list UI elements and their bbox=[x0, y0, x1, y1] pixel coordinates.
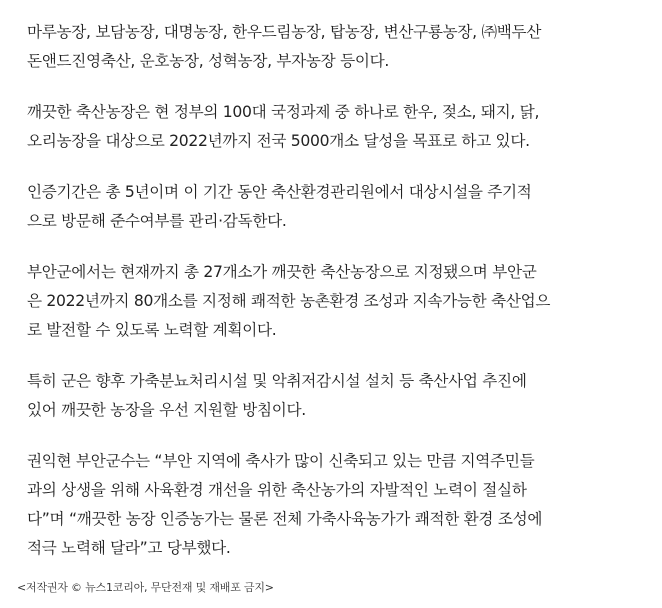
article-paragraph bbox=[27, 18, 642, 76]
paragraph-line: 권익현 부안군수는 “부안 지역에 축사가 많이 신축되고 있는 만큼 지역주민들 bbox=[27, 452, 535, 470]
paragraph-line: 특히 군은 향후 가축분뇨처리시설 및 악취저감시설 설치 등 축산사업 추진에 bbox=[27, 372, 527, 390]
paragraph-line: 인증기간은 총 5년이며 이 기간 동안 축산환경관리원에서 대상시설을 주기적 bbox=[27, 183, 532, 201]
paragraph-line: 깨끗한 축산농장은 현 정부의 100대 국정과제 중 하나로 한우, 젖소, 돼지, 닭, bbox=[27, 103, 540, 121]
article-paragraph bbox=[27, 447, 642, 563]
article-paragraph bbox=[27, 98, 642, 156]
article-paragraph bbox=[27, 258, 642, 345]
paragraph-line: 오리농장을 대상으로 2022년까지 전국 5000개소 달성을 목표로 하고 있다. bbox=[27, 132, 530, 150]
paragraph-line: 로 발전할 수 있도록 노력할 계획이다. bbox=[27, 321, 277, 339]
article-paragraph bbox=[27, 367, 642, 425]
article-body bbox=[27, 18, 642, 585]
paragraph-line: 다”며 “깨끗한 농장 인증농가는 물론 전체 가축사육농가가 쾌적한 환경 조성에 bbox=[27, 510, 543, 528]
paragraph-line: 은 2022년까지 80개소를 지정해 쾌적한 농촌환경 조성과 지속가능한 축산업으 bbox=[27, 292, 551, 310]
paragraph-line: 과의 상생을 위해 사육환경 개선을 위한 축산농가의 자발적인 노력이 절실하 bbox=[27, 481, 527, 499]
paragraph-line: 돈앤드진영축산, 운호농장, 성혁농장, 부자농장 등이다. bbox=[27, 52, 390, 70]
copyright-notice: <저작권자 © 뉴스1코리아, 무단전재 및 재배포 금지> bbox=[17, 581, 274, 594]
paragraph-line: 있어 깨끗한 농장을 우선 지원할 방침이다. bbox=[27, 401, 306, 419]
paragraph-line: 적극 노력해 달라”고 당부했다. bbox=[27, 539, 231, 557]
paragraph-line: 으로 방문해 준수여부를 관리·감독한다. bbox=[27, 212, 287, 230]
paragraph-line: 마루농장, 보담농장, 대명농장, 한우드림농장, 탑농장, 변산구룡농장, ㈜백두산 bbox=[27, 23, 542, 41]
paragraph-line: 부안군에서는 현재까지 총 27개소가 깨끗한 축산농장으로 지정됐으며 부안군 bbox=[27, 263, 537, 281]
article-paragraph bbox=[27, 178, 642, 236]
